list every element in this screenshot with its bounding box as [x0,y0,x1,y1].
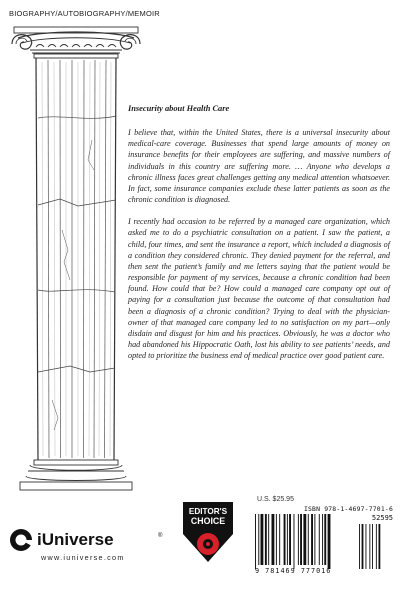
editors-choice-badge [177,500,239,564]
excerpt-heading: Insecurity about Health Care [128,104,230,113]
isbn-text: ISBN 978-1-4697-7701-6 [303,505,393,513]
registered-mark: ® [158,533,163,539]
publisher-url: www.iuniverse.com [41,553,125,562]
genre-label: BIOGRAPHY/AUTOBIOGRAPHY/MEMOIR [9,9,160,18]
badge-line-1: EDITOR'S [188,507,228,516]
back-cover-text [128,103,390,372]
excerpt-paragraph-2: I recently had occasion to be referred by a managed care organization, which asked me to do a psychiatric consultation on a patient. I saw the patient, a child, four times, and sent the insurance a report, which included a diagnosis of a condition they considered chronic. They denied payment for the referral, and then sent the patient’s family and me letters saying that the patient would be responsible for payment of my services, because a chronic condition had been found. How could that be? How could a managed care company opt out of paying for a consultation just because the outcome of that consultation had been a diagnosis of a chronic condition? Trying to deal with the physician-owner of that managed care company led to no satisfaction on my part—only disdain and disgust for him and his practices. Obviously, he was a doctor who had abandoned his Hippocratic Oath, lost his ability to see patients’ needs, and opted to prioritize the business end of medical practice over good patient care. [128,217,390,361]
excerpt-paragraph-1: I believe that, within the United States, there is a universal insecurity about medical-care coverage. Businesses that spend large amounts of money on insurance benefits for their employees are suffering, and massive numbers of individuals in this country are suffering more. … Anyone who develops a chronic illness faces great challenges getting any medical attention whatsoever. In fact, some insurance companies exclude these latter patients as soon as the chronic condition is diagnosed. [128,128,390,205]
isbn-barcode [255,505,393,577]
ean-digits: 9 781469 777016 [255,567,332,575]
price-label: U.S. $25.95 [257,496,294,503]
logo-wordmark: iUniverse [37,530,114,549]
badge-line-2: CHOICE [190,516,226,526]
price-addon-code: 52595 [371,514,393,522]
